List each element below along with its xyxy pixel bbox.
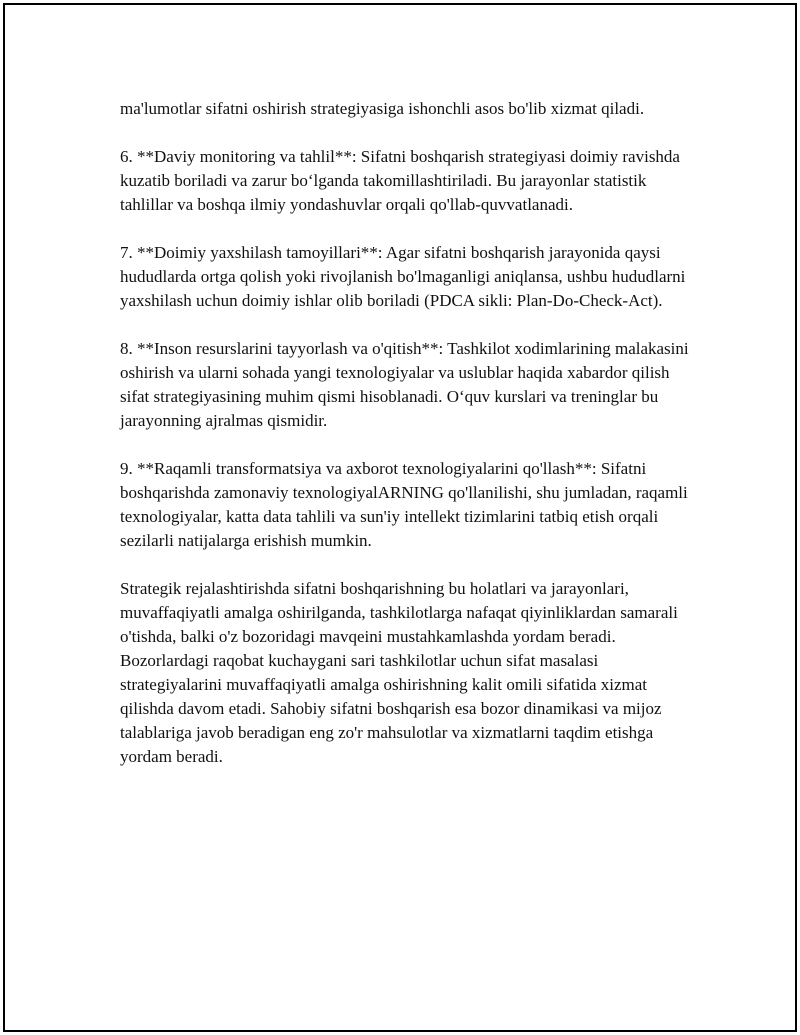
paragraph-item-7: 7. **Doimiy yaxshilash tamoyillari**: Agar sifatni boshqarish jarayonida qaysi hududlarda ortga qolish yoki rivojlanish bo'lmaganligi aniqlansa, ushbu hududlarni yaxshilash uchun doimiy ishlar olib boriladi (PDCA sikli: Plan-Do-Check-Act). [120, 243, 686, 310]
paragraph-item-8: 8. **Inson resurslarini tayyorlash va o'qitish**: Tashkilot xodimlarining malakasini oshirish va ularni sohada yangi texnologiyalar va uslublar haqida xabardor qilish sifat strategiyasining muhim qismi hisoblanadi. O‘quv kurslari va treninglar bu jarayonning ajralmas qismidir. [120, 339, 689, 430]
document-body [120, 97, 700, 793]
paragraph-item-9: 9. **Raqamli transformatsiya va axborot texnologiyalarini qo'llash**: Sifatni boshqarishda zamonaviy texnologiyalARNING qo'llanilishi, shu jumladan, raqamli texnologiyalar, katta data tahlili va sun'iy intellekt tizimlarini tatbiq etish orqali sezilarli natijalarga erishish mumkin. [120, 459, 688, 550]
document-page [3, 3, 797, 1032]
paragraph-item-6: 6. **Daviy monitoring va tahlil**: Sifatni boshqarish strategiyasi doimiy ravishda kuzatib boriladi va zarur bo‘lganda takomillashtiriladi. Bu jarayonlar statistik tahlillar va boshqa ilmiy yondashuvlar orqali qo'llab-quvvatlanadi. [120, 147, 680, 214]
paragraph-conclusion: Strategik rejalashtirishda sifatni boshqarishning bu holatlari va jarayonlari, muvaffaqiyatli amalga oshirilganda, tashkilotlarga nafaqat qiyinliklardan samarali o'tishda, balki o'z bozoridagi mavqeini mustahkamlashda yordam beradi. Bozorlardagi raqobat kuchaygani sari tashkilotlar uchun sifat masalasi strategiyalarini muvaffaqiyatli amalga oshirishning kalit omili sifatida xizmat qilishda davom etadi. Sahobiy sifatni boshqarish esa bozor dinamikasi va mijoz talablariga javob beradigan eng zo'r mahsulotlar va xizmatlarni taqdim etishga yordam beradi. [120, 579, 678, 766]
paragraph-continuation: ma'lumotlar sifatni oshirish strategiyasiga ishonchli asos bo'lib xizmat qiladi. [120, 99, 645, 118]
